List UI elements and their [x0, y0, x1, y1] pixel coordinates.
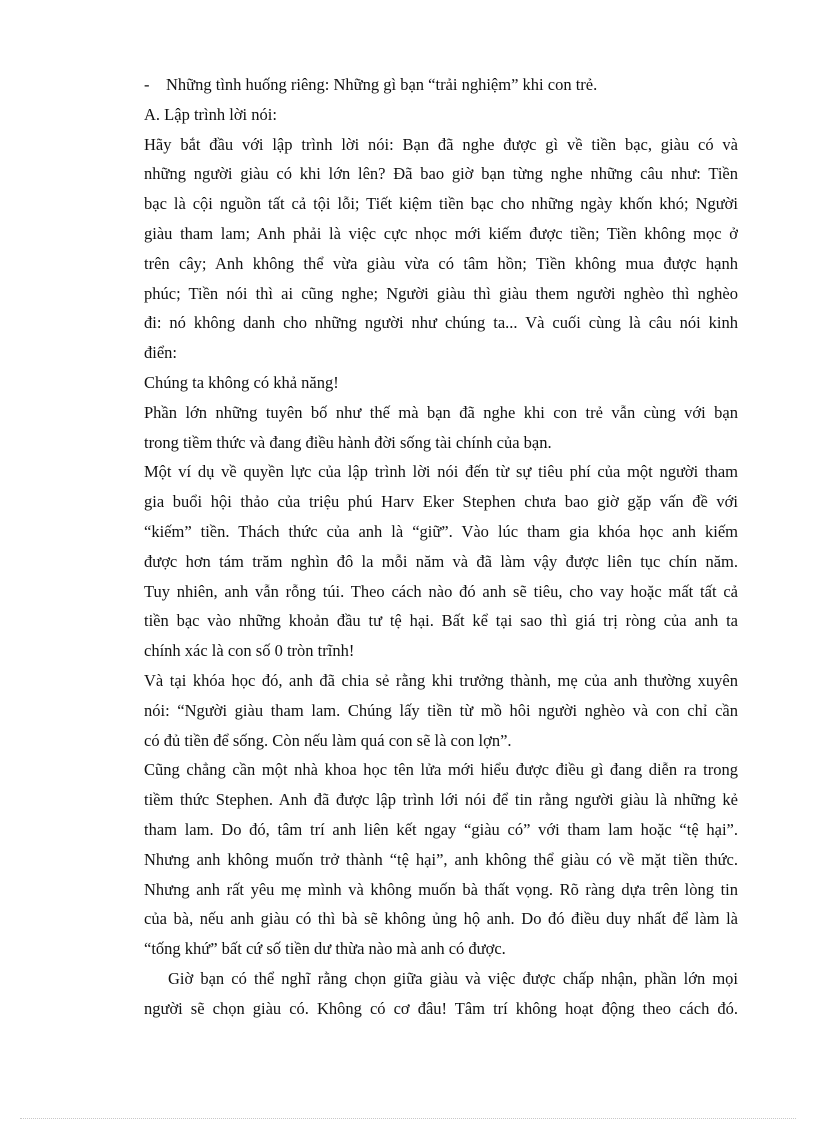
paragraph-line: Giờ bạn có thể nghĩ rằng chọn giữa giàu và việc được chấp nhận, phần lớn mọi: [168, 968, 738, 988]
section-heading: A. Lập trình lời nói:: [144, 104, 277, 124]
paragraph-line: có đủ tiền để sống. Còn nếu làm quá con sẽ là con lợn”.: [144, 730, 512, 750]
paragraph-line: Nhưng anh rất yêu mẹ mình và không muốn bà thất vọng. Rõ ràng dựa trên lòng tin: [144, 879, 738, 899]
paragraph: [144, 398, 738, 458]
body-text: [144, 130, 738, 1024]
bullet-item: [144, 70, 738, 100]
paragraph-line: tiềm thức Stephen. Anh đã được lập trình lới nói để tin rằng người giàu là những kẻ: [144, 790, 738, 810]
paragraph: [144, 666, 738, 755]
paragraph-line: nói: “Người giàu tham lam. Chúng lấy tiền từ mồ hôi người nghèo và con chỉ cần: [144, 700, 738, 720]
paragraph-line: đi: nó không danh cho những người như chúng ta... Và cuối cùng là câu nói kinh: [144, 313, 738, 333]
paragraph-line: tham lam. Do đó, tâm trí anh liên kết ngay “giàu có” với tham lam hoặc “tệ hại”.: [144, 819, 738, 839]
paragraph: [144, 368, 738, 398]
paragraph-line: Phần lớn những tuyên bố như thế mà bạn đã nghe khi con trẻ vẫn cùng với bạn: [144, 402, 738, 422]
paragraph-line: gia buổi hội thảo của triệu phú Harv Eker Stephen chưa bao giờ gặp vấn đề với: [144, 492, 738, 512]
paragraph: [144, 130, 738, 368]
paragraph-line: Tuy nhiên, anh vẫn rỗng túi. Theo cách nào đó anh sẽ tiêu, cho vay hoặc mất tất cả: [144, 581, 738, 601]
paragraph-line: Chúng ta không có khả năng!: [144, 372, 339, 392]
paragraph-line: Và tại khóa học đó, anh đã chia sẻ rằng khi trưởng thành, mẹ của anh thường xuyên: [144, 670, 738, 690]
bullet-text: Những tình huống riêng: Những gì bạn “trải nghiệm” khi con trẻ.: [166, 75, 598, 94]
document-page: [144, 70, 738, 1024]
paragraph-line: trong tiềm thức và đang điều hành đời sống tài chính của bạn.: [144, 432, 552, 452]
paragraph-line: Hãy bắt đầu với lập trình lời nói: Bạn đã nghe được gì về tiền bạc, giàu có và: [144, 134, 738, 154]
paragraph-line: điển:: [144, 343, 177, 363]
paragraph-line: tiền bạc vào những khoản đầu tư tệ hại. Bất kể tại sao thì giá trị ròng của anh ta: [144, 611, 738, 631]
paragraph-line: Cũng chẳng cần một nhà khoa học tên lửa mới hiểu được điều gì đang diễn ra trong: [144, 760, 738, 780]
paragraph: [144, 457, 738, 666]
paragraph-line: chính xác là con số 0 tròn trĩnh!: [144, 641, 355, 661]
paragraph-line: “kiếm” tiền. Thách thức của anh là “giữ”. Vào lúc tham gia khóa học anh kiếm: [144, 521, 738, 541]
paragraph-line: người sẽ chọn giàu có. Không có cơ đâu! Tâm trí không hoạt động theo cách đó.: [144, 998, 738, 1018]
paragraph-line: giàu tham lam; Anh phải là việc cực nhọc mới kiếm được tiền; Tiền không mọc ở: [144, 223, 738, 243]
paragraph-line: Một ví dụ về quyền lực của lập trình lời nói đến từ sự tiêu phí của một người tham: [144, 462, 738, 482]
paragraph-line: của bà, nếu anh giàu có thì bà sẽ không ủng hộ anh. Do đó điều duy nhất để làm là: [144, 909, 738, 929]
paragraph-line: những người giàu có khi lớn lên? Đã bao giờ bạn từng nghe những câu như: Tiền: [144, 164, 738, 184]
paragraph-line: trên cây; Anh không thể vừa giàu vừa có tâm hồn; Tiền không mua được hạnh: [144, 253, 738, 273]
paragraph: [144, 755, 738, 964]
page-bottom-divider: [20, 1118, 796, 1119]
paragraph: [144, 964, 738, 1024]
paragraph-line: được hơn tám trăm nghìn đô la mỗi năm và đã làm vậy được liên tục chín năm.: [144, 551, 738, 571]
paragraph-line: phúc; Tiền nói thì ai cũng nghe; Người giàu thì giàu them người nghèo thì nghèo: [144, 283, 738, 303]
paragraph-line: bạc là cội nguồn tất cả tội lỗi; Tiết kiệm tiền bạc cho những ngày khốn khó; Người: [144, 194, 738, 214]
paragraph-line: Nhưng anh không muốn trở thành “tệ hại”, anh không thể giàu có về mặt tiền thức.: [144, 849, 738, 869]
paragraph-line: “tống khứ” bất cứ số tiền dư thừa nào mà anh có được.: [144, 939, 506, 959]
bullet-mark: -: [144, 75, 150, 94]
